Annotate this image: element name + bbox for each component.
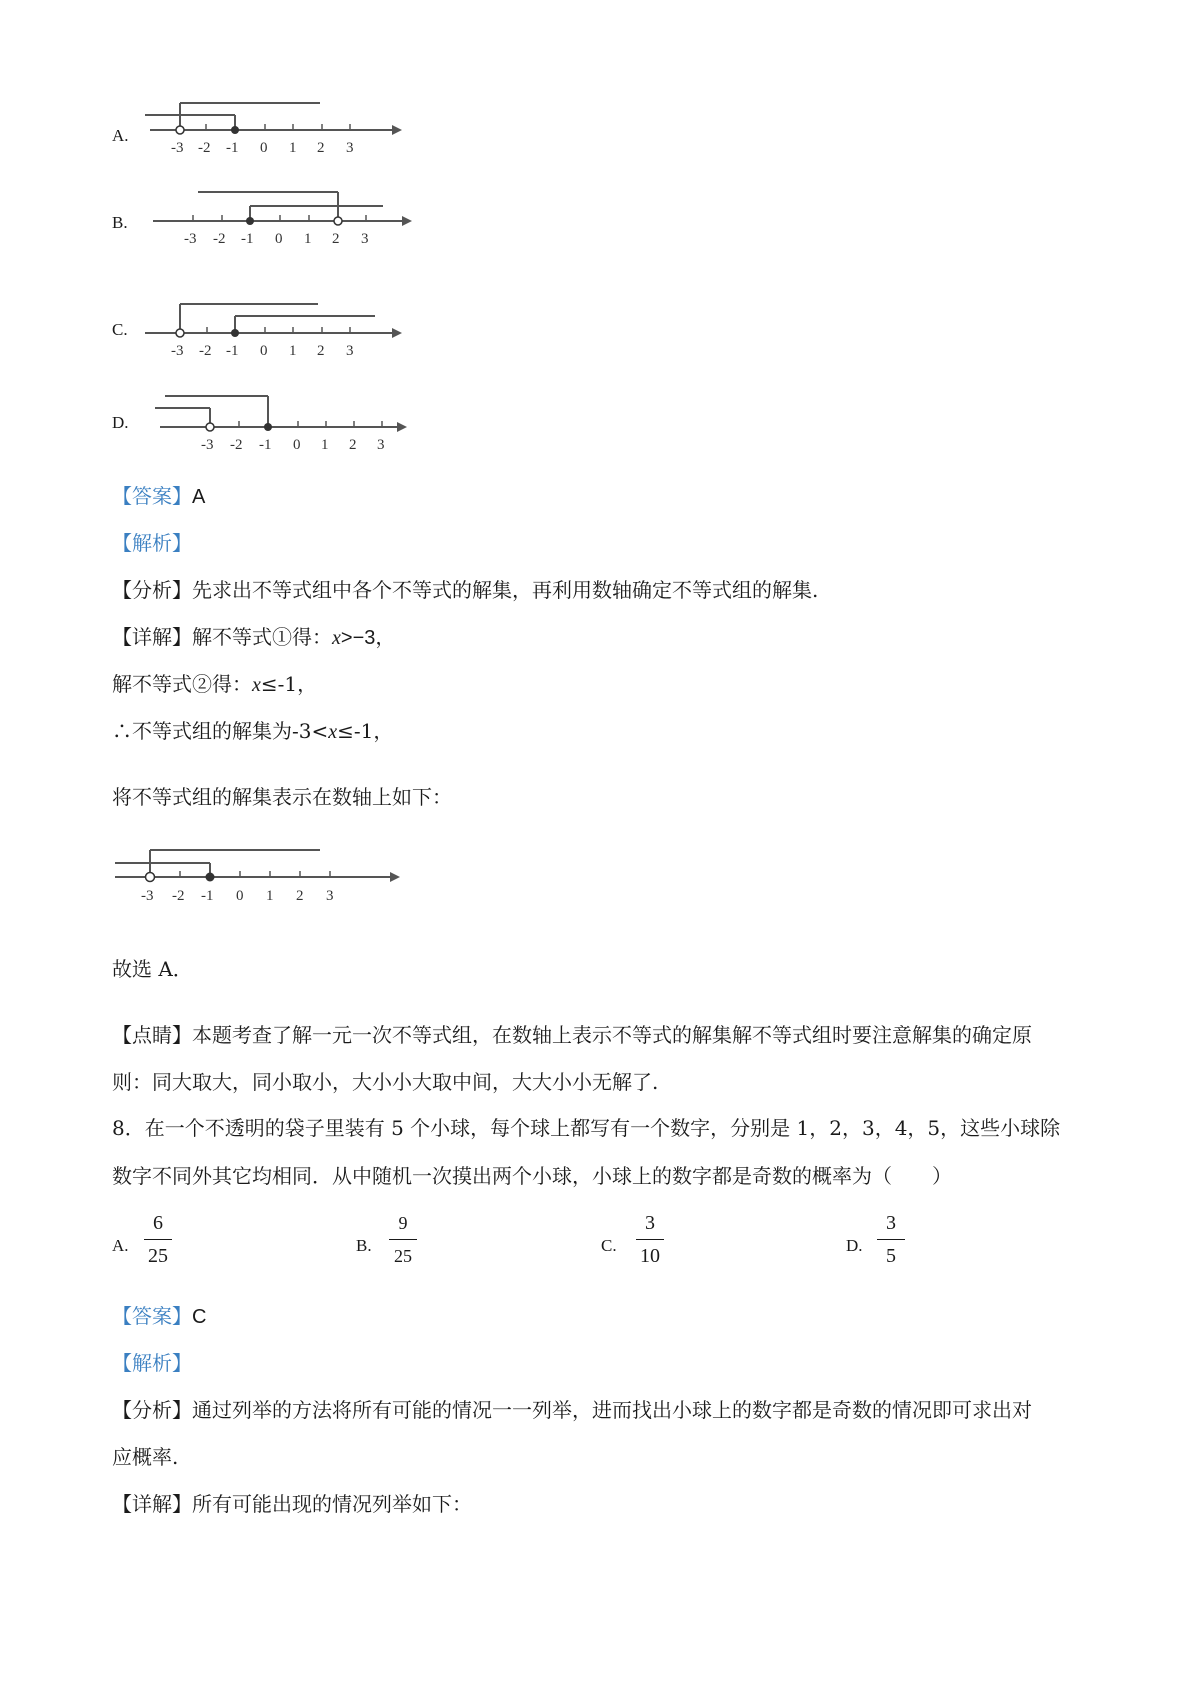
- q8-fenxi: [112, 1396, 1032, 1424]
- var-x: x: [328, 721, 338, 743]
- option-a-label: A.: [112, 126, 129, 145]
- q7-analysis-tag: 【解析】: [112, 531, 192, 555]
- tick-label: -3: [184, 231, 197, 247]
- var-x: x: [332, 627, 341, 649]
- tick-label: 1: [289, 343, 297, 359]
- option-c-label: C.: [112, 320, 128, 339]
- tick-label: 1: [266, 888, 274, 904]
- fenxi-tag: 【分析】: [112, 1398, 192, 1422]
- tick-label: 0: [260, 343, 268, 359]
- answer-value: A: [192, 486, 206, 508]
- fraction-bar: [877, 1239, 905, 1240]
- tick-label: -1: [241, 231, 254, 247]
- tick-label: 2: [349, 437, 357, 453]
- q7-final: 故选 A．: [112, 957, 193, 981]
- denominator: 25: [394, 1246, 412, 1266]
- q7-step4: 将不等式组的解集表示在数轴上如下：: [112, 785, 452, 809]
- q8-option-b-label: B.: [356, 1236, 372, 1255]
- xiangjie-tag: 【详解】: [112, 625, 192, 649]
- fraction-bar: [144, 1239, 172, 1240]
- numerator: 3: [886, 1212, 896, 1234]
- numerator: 3: [645, 1212, 655, 1234]
- tick-label: 3: [346, 343, 354, 359]
- tick-label: 1: [321, 437, 329, 453]
- dianjing-line1: 本题考查了解一元一次不等式组，在数轴上表示不等式的解集解不等式组时要注意解集的确定原: [192, 1023, 1032, 1047]
- answer-value: C: [192, 1306, 207, 1328]
- q8-option-a-label: A.: [112, 1236, 129, 1255]
- step2-rest: ≤-1，: [260, 672, 318, 696]
- tick-label: -2: [230, 437, 243, 453]
- option-d-number-line: [150, 390, 420, 460]
- tick-label: 0: [293, 437, 301, 453]
- tick-label: 3: [377, 437, 385, 453]
- tick-label: -1: [226, 343, 239, 359]
- solution-number-line: [110, 843, 410, 918]
- tick-label: 3: [346, 140, 354, 156]
- fenxi-line1: 通过列举的方法将所有可能的情况一一列举，进而找出小球上的数字都是奇数的情况即可求出对: [192, 1398, 1032, 1422]
- q7-xiangjie: [112, 623, 395, 652]
- numerator: 9: [398, 1213, 408, 1233]
- q7-dianjing: [112, 1021, 1032, 1049]
- fraction-bar: [636, 1239, 664, 1240]
- option-b-label: B.: [112, 213, 128, 232]
- tick-label: -2: [199, 343, 212, 359]
- tick-label: -3: [171, 140, 184, 156]
- q8-option-b-fraction: [383, 1210, 423, 1269]
- q8-option-d-label: D.: [846, 1236, 863, 1255]
- tick-label: 3: [361, 231, 369, 247]
- option-d-label: D.: [112, 413, 129, 432]
- step3-rest: ≤-1，: [337, 719, 394, 743]
- tick-label: -3: [171, 343, 184, 359]
- dianjing-tag: 【点睛】: [112, 1023, 192, 1047]
- q8-line1: 8．在一个不透明的袋子里装有 5 个小球，每个球上都写有一个数字，分别是 1，2，3，4，5，这些小球除: [112, 1116, 1061, 1140]
- q8-xiangjie: [112, 1490, 472, 1518]
- answer-tag: 【答案】: [112, 1304, 192, 1328]
- xiangjie-text: 解不等式①得：: [192, 625, 332, 649]
- tick-label: 1: [289, 140, 297, 156]
- fraction-bar: [389, 1239, 417, 1240]
- denominator: 25: [148, 1245, 168, 1267]
- q7-step2: [112, 670, 317, 699]
- q7-answer: [112, 482, 205, 511]
- q8-answer: [112, 1302, 206, 1331]
- tick-label: 2: [296, 888, 304, 904]
- answer-tag: 【答案】: [112, 484, 192, 508]
- q8-option-c-label: C.: [601, 1236, 617, 1255]
- q7-fenxi: [112, 576, 818, 604]
- tick-label: 2: [317, 343, 325, 359]
- q8-fenxi-line2: 应概率.: [112, 1445, 179, 1469]
- tick-label: -1: [226, 140, 239, 156]
- tick-label: -2: [213, 231, 226, 247]
- tick-label: -1: [201, 888, 214, 904]
- tick-label: -2: [172, 888, 185, 904]
- tick-label: 2: [317, 140, 325, 156]
- q7-step3: [112, 717, 393, 746]
- q7-dianjing-line2: 则：同大取大，同小取小，大小小大取中间，大大小小无解了.: [112, 1070, 659, 1094]
- numerator: 6: [153, 1212, 163, 1234]
- tick-label: -2: [198, 140, 211, 156]
- tick-label: 2: [332, 231, 340, 247]
- tick-label: 0: [260, 140, 268, 156]
- q8-option-a-fraction: [138, 1210, 178, 1269]
- option-c-number-line: [140, 298, 410, 368]
- tick-label: 3: [326, 888, 334, 904]
- q8-option-c-fraction: [630, 1210, 670, 1269]
- tick-label: -3: [201, 437, 214, 453]
- q8-line2: 数字不同外其它均相同．从中随机一次摸出两个小球，小球上的数字都是奇数的概率为（ ）: [112, 1164, 952, 1188]
- q8-analysis-tag: 【解析】: [112, 1351, 192, 1375]
- denominator: 5: [886, 1245, 896, 1267]
- xiangjie-text: 所有可能出现的情况列举如下：: [192, 1492, 472, 1516]
- xiangjie-tag: 【详解】: [112, 1492, 192, 1516]
- tick-label: 0: [275, 231, 283, 247]
- step3-prefix: ∴不等式组的解集为-3<: [112, 719, 329, 743]
- tick-label: 0: [236, 888, 244, 904]
- tick-label: 1: [304, 231, 312, 247]
- step2-prefix: 解不等式②得：: [112, 672, 252, 696]
- tick-label: -1: [259, 437, 272, 453]
- option-b-number-line: [148, 186, 418, 256]
- denominator: 10: [640, 1245, 660, 1267]
- fenxi-text: 先求出不等式组中各个不等式的解集，再利用数轴确定不等式组的解集.: [192, 578, 819, 602]
- var-x: x: [252, 674, 261, 696]
- q8-option-d-fraction: [871, 1210, 911, 1269]
- fenxi-tag: 【分析】: [112, 578, 192, 602]
- step1-rest: >−3，: [340, 627, 396, 649]
- option-a-number-line: [140, 100, 410, 170]
- tick-label: -3: [141, 888, 154, 904]
